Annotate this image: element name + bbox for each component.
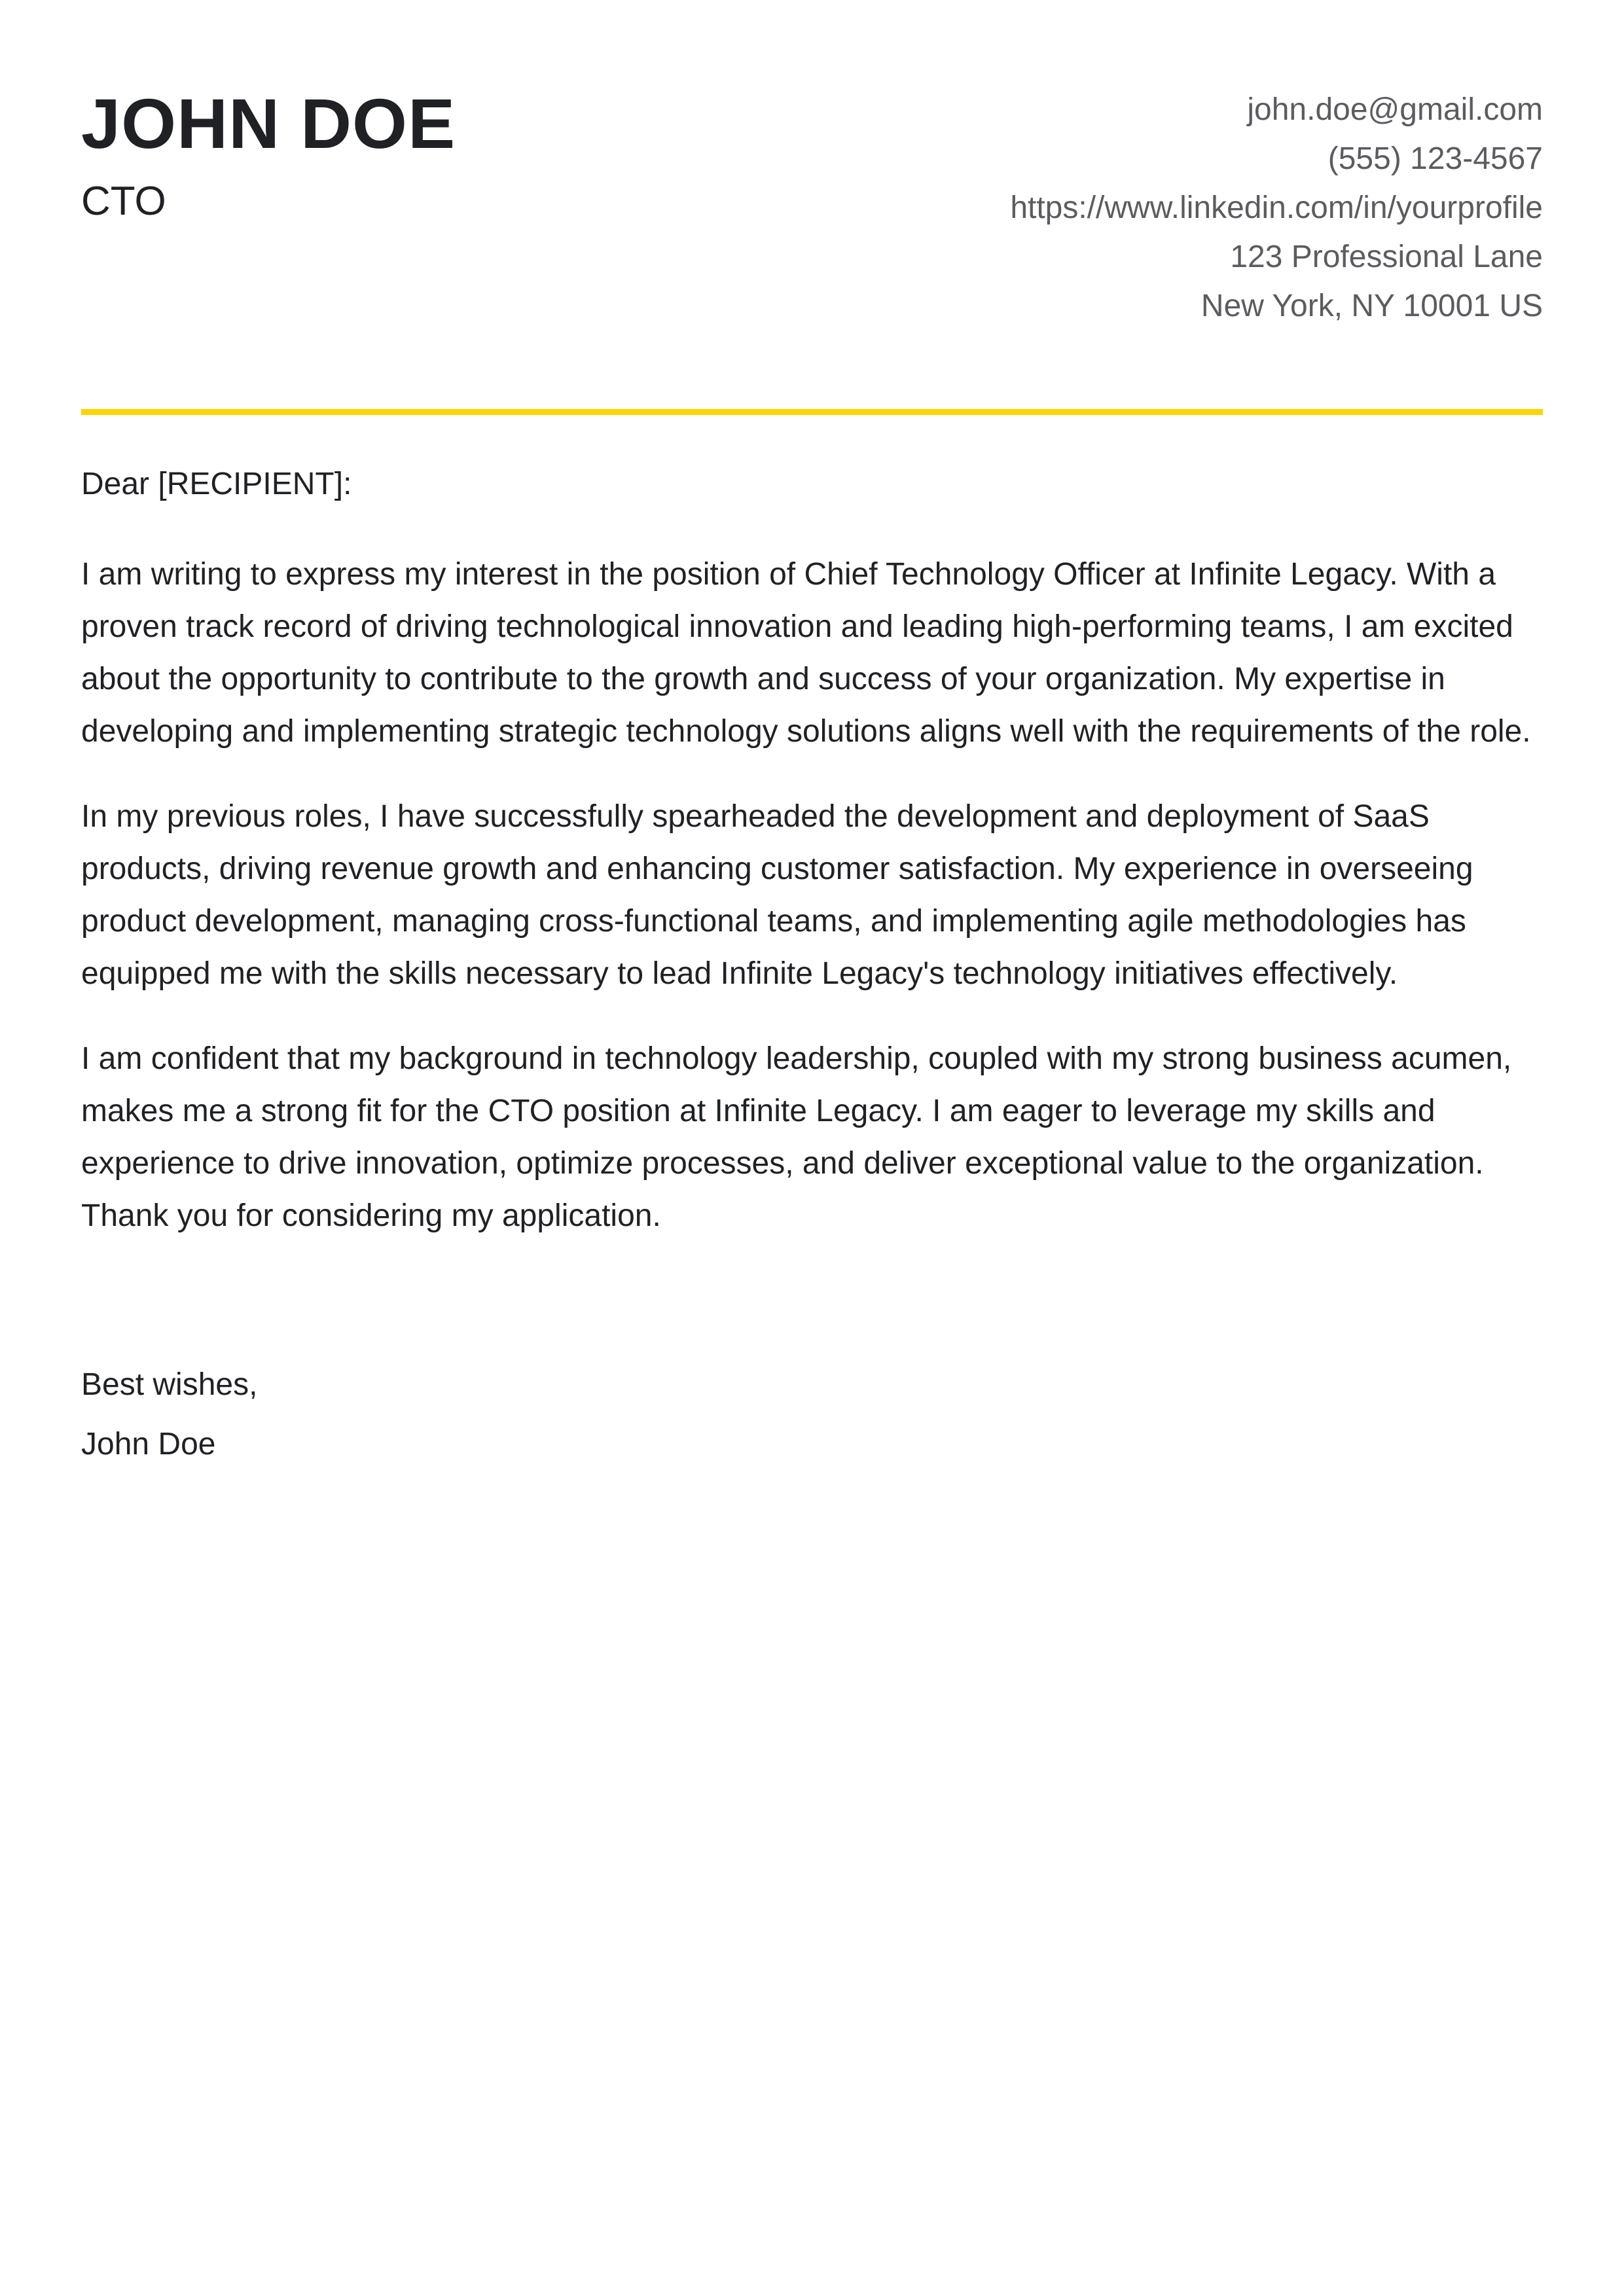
signature-name: John Doe	[81, 1427, 216, 1462]
salutation: Dear [RECIPIENT]:	[81, 467, 352, 501]
letter-body	[81, 548, 1543, 1275]
contact-address-street: 123 Professional Lane	[1230, 240, 1543, 274]
contact-email: john.doe@gmail.com	[1247, 92, 1543, 127]
contact-address-city: New York, NY 10001 US	[1200, 289, 1543, 323]
applicant-title: CTO	[81, 179, 166, 224]
letter-closing	[81, 1355, 257, 1474]
letter-paragraph-1: I am writing to express my interest in the position of Chief Technology Officer at Infinite Legacy. With a proven track record of driving technological innovation and leading high-performing teams, I am excited about the opportunity to contribute to the growth and success of your organization. My expertise in developing and implementing strategic technology solutions aligns well with the requirements of the role.	[81, 557, 1531, 749]
applicant-name: JOHN DOE	[81, 84, 456, 163]
contact-block	[626, 85, 1543, 331]
header-divider	[81, 409, 1543, 415]
letter-paragraph-3: I am confident that my background in technology leadership, coupled with my strong business acumen, makes me a strong fit for the CTO position at Infinite Legacy. I am eager to leverage my skills and experience to drive innovation, optimize processes, and deliver exceptional value to the organization. Thank you for considering my application.	[81, 1041, 1512, 1233]
letter-paragraph-2: In my previous roles, I have successfully spearheaded the development and deployment of SaaS products, driving revenue growth and enhancing customer satisfaction. My experience in overseeing product development, managing cross-functional teams, and implementing agile methodologies has equipped me with the skills necessary to lead Infinite Legacy's technology initiatives effectively.	[81, 799, 1473, 991]
closing-phrase: Best wishes,	[81, 1367, 258, 1402]
contact-phone: (555) 123-4567	[1327, 141, 1543, 176]
contact-linkedin: https://www.linkedin.com/in/yourprofile	[1010, 190, 1543, 225]
